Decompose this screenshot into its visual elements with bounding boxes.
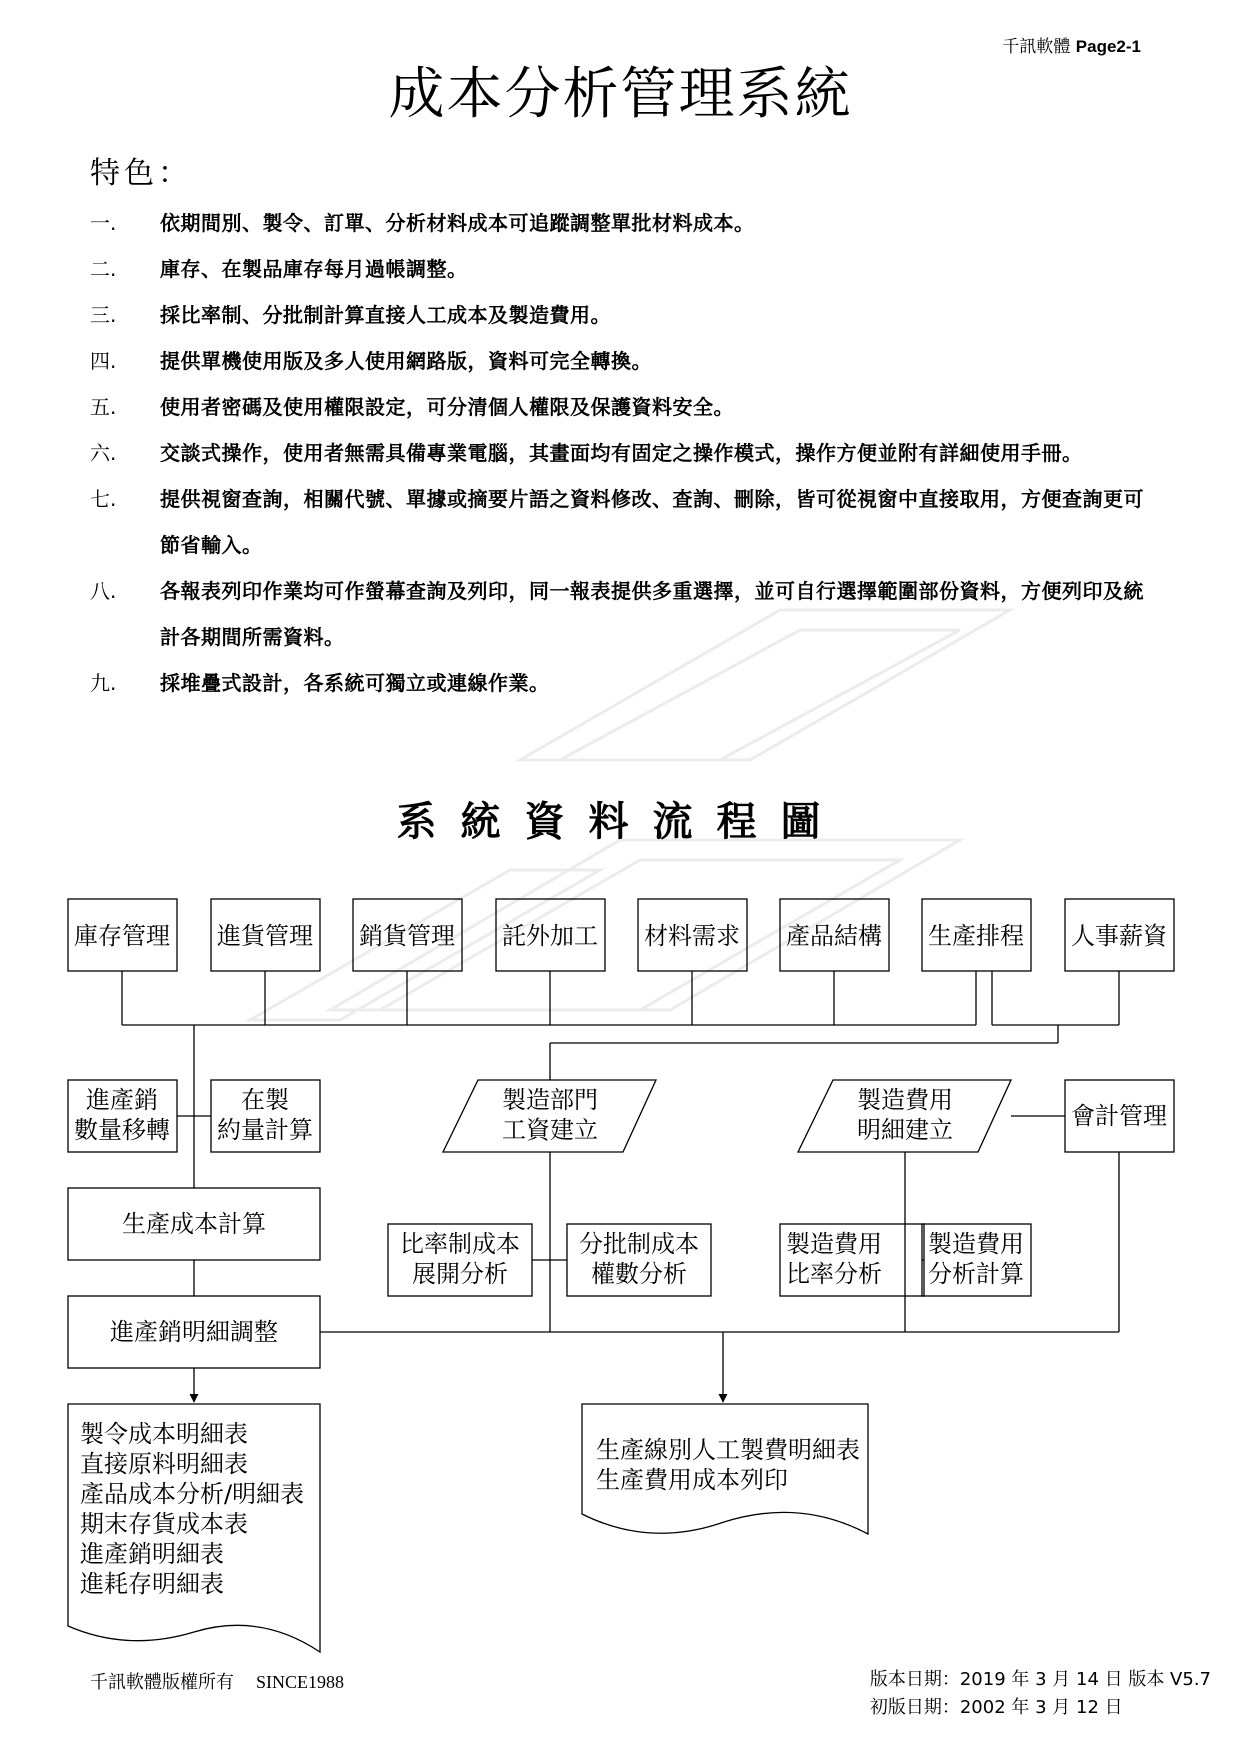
- copyright-text: 千訊軟體版權所有: [90, 1672, 234, 1693]
- footer-version: [870, 1666, 1211, 1722]
- report-left-item: 製令成本明細表: [80, 1420, 248, 1448]
- oh-calc-line2: 分析計算: [928, 1260, 1024, 1288]
- item-number: 五.: [90, 395, 117, 419]
- top-modules: [74, 922, 1168, 950]
- item-text: 交談式操作，使用者無需具備專業電腦，其畫面均有固定之操作模式，操作方便並附有詳細使用手冊。: [160, 441, 1083, 465]
- oh-ratio-line1: 製造費用: [786, 1230, 882, 1258]
- item-text: 採比率制、分批制計算直接人工成本及製造費用。: [160, 303, 611, 327]
- module-purchasing: 進貨管理: [217, 922, 313, 950]
- overhead-setup-line2: 明細建立: [857, 1116, 953, 1144]
- box-cost-calc: 生產成本計算: [122, 1210, 266, 1238]
- item-text: 採堆疊式設計，各系統可獨立或連線作業。: [160, 671, 550, 695]
- module-outsourcing: 託外加工: [502, 922, 598, 950]
- box-adjustment: 進產銷明細調整: [110, 1318, 278, 1346]
- box-inout-line2: 數量移轉: [74, 1116, 170, 1144]
- features-heading: 特色：: [90, 156, 192, 191]
- ratio-cost-line1: 比率制成本: [400, 1230, 520, 1258]
- report-left-item: 產品成本分析/明細表: [80, 1480, 305, 1508]
- overhead-setup-line1: 製造費用: [857, 1086, 953, 1114]
- labor-setup-line2: 工資建立: [502, 1116, 598, 1144]
- item-number: 三.: [90, 303, 117, 327]
- footer-copyright: [90, 1668, 344, 1694]
- report-right-item: 生產線別人工製費明細表: [596, 1436, 860, 1464]
- item-number: 一.: [90, 211, 117, 235]
- report-left-item: 進耗存明細表: [80, 1570, 224, 1598]
- first-edition-date: 初版日期：2002 年 3 月 12 日: [869, 1697, 1123, 1718]
- ratio-cost-line2: 展開分析: [412, 1260, 508, 1288]
- report-left: [80, 1420, 304, 1598]
- company-name: 千訊軟體: [1002, 37, 1071, 57]
- report-left-item: 進產銷明細表: [80, 1540, 224, 1568]
- report-left-item: 直接原料明細表: [80, 1450, 248, 1478]
- box-accounting: 會計管理: [1071, 1102, 1167, 1130]
- module-sales: 銷貨管理: [359, 922, 455, 950]
- module-material-requirements: 材料需求: [644, 922, 740, 950]
- batch-cost-line2: 權數分析: [591, 1260, 687, 1288]
- page-title: 成本分析管理系統: [388, 62, 853, 127]
- module-product-structure: 產品結構: [786, 922, 882, 950]
- item-text: 依期間別、製令、訂單、分析材料成本可追蹤調整單批材料成本。: [160, 211, 755, 235]
- oh-calc-line1: 製造費用: [928, 1230, 1024, 1258]
- item-text: 提供視窗查詢，相關代號、單據或摘要片語之資料修改、查詢、刪除，皆可從視窗中直接取用，方便查詢更可節省輸入。: [160, 487, 1144, 557]
- report-right-item: 生產費用成本列印: [596, 1466, 788, 1494]
- item-number: 二.: [90, 257, 117, 281]
- item-text: 使用者密碼及使用權限設定，可分清個人權限及保護資料安全。: [160, 395, 734, 419]
- module-production-scheduling: 生產排程: [928, 922, 1024, 950]
- item-number: 六.: [90, 441, 117, 465]
- item-number: 七.: [90, 487, 117, 511]
- box-wip-line2: 約量計算: [217, 1116, 313, 1144]
- since-text: SINCE1988: [256, 1672, 345, 1692]
- oh-ratio-line2: 比率分析: [786, 1260, 882, 1288]
- version-date: 版本日期：2019 年 3 月 14 日 版本 V5.7: [869, 1669, 1211, 1690]
- page-number: Page2-1: [1075, 37, 1141, 56]
- item-number: 四.: [90, 349, 117, 373]
- box-wip-line1: 在製: [241, 1086, 289, 1114]
- labor-setup-line1: 製造部門: [502, 1086, 598, 1114]
- batch-cost-line1: 分批制成本: [579, 1230, 699, 1258]
- item-text: 庫存、在製品庫存每月過帳調整。: [160, 257, 468, 281]
- item-number: 九.: [90, 671, 117, 695]
- box-inout-line1: 進產銷: [86, 1086, 158, 1114]
- module-payroll: 人事薪資: [1071, 922, 1167, 950]
- item-text: 各報表列印作業均可作螢幕查詢及列印，同一報表提供多重選擇，並可自行選擇範圍部份資料，方便列印及統計各期間所需資料。: [160, 579, 1144, 649]
- report-right: [596, 1436, 860, 1494]
- item-number: 八.: [90, 579, 117, 603]
- flowchart-title: 系統資料流程圖: [396, 799, 845, 845]
- item-text: 提供單機使用版及多人使用網路版，資料可完全轉換。: [160, 349, 652, 373]
- module-inventory: 庫存管理: [74, 922, 170, 950]
- report-left-item: 期末存貨成本表: [80, 1510, 248, 1538]
